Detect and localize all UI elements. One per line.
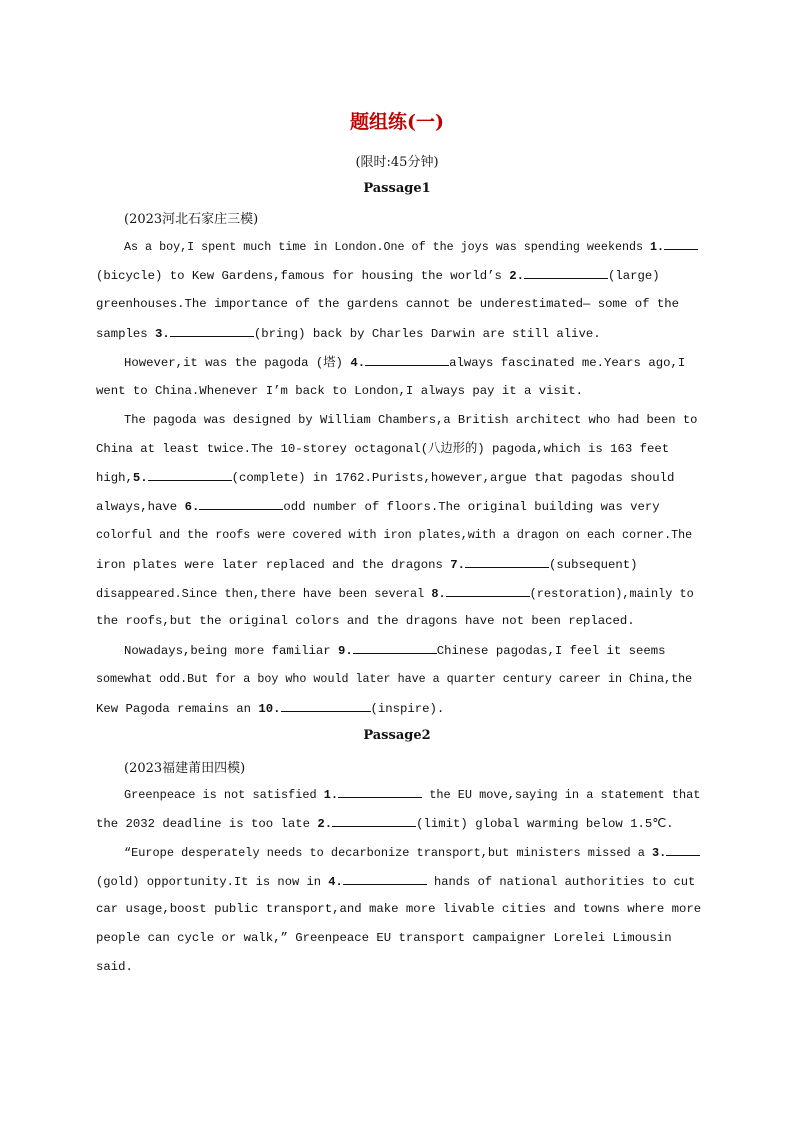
question-number: 2.	[509, 269, 525, 283]
answer-blank[interactable]	[332, 815, 416, 827]
text-line: The pagoda was designed by William Chambers,a British architect who had been to	[124, 413, 698, 427]
text-line: China at least twice.The 10-storey octagonal(八边形的) pagoda,which is 163 feet	[96, 442, 670, 456]
text-line: car usage,boost public transport,and make more livable cities and towns where more	[96, 902, 702, 916]
answer-blank[interactable]	[199, 498, 283, 510]
answer-blank[interactable]	[281, 700, 371, 712]
passage1-source: (2023河北石家庄三模)	[124, 212, 259, 227]
text-line: greenhouses.The importance of the gardens cannot be underestimated— some of the	[96, 297, 679, 311]
answer-blank[interactable]	[353, 642, 437, 654]
answer-blank[interactable]	[343, 873, 427, 885]
question-number: 3.	[155, 327, 170, 341]
text-line: However,it was the pagoda (塔) 4. always fascinated me.Years ago,I	[124, 356, 686, 370]
answer-blank[interactable]	[338, 786, 422, 798]
text-line: said.	[96, 960, 133, 974]
answer-blank[interactable]	[664, 238, 698, 250]
text-line: “Europe desperately needs to decarbonize transport,but ministers missed a 3.	[124, 844, 700, 861]
passage2-source: (2023福建莆田四模)	[124, 761, 246, 776]
question-number: 10.	[258, 702, 281, 716]
answer-blank[interactable]	[365, 354, 449, 366]
text-line: As a boy,I spent much time in London.One of the joys was spending weekends 1.	[124, 238, 700, 255]
time-limit: (限时:45分钟)	[355, 155, 439, 170]
text-line: high,5. (complete) in 1762.Purists,however,argue that pagodas should	[96, 471, 675, 485]
text-line: the 2032 deadline is too late 2. (limit) global warming below 1.5℃.	[96, 817, 674, 831]
text-line: samples 3. (bring) back by Charles Darwin are still alive.	[96, 327, 601, 341]
text-line: Kew Pagoda remains an 10. (inspire).	[96, 702, 445, 716]
text-line: colorful and the roofs were covered with iron plates,with a dragon on each corner.The	[96, 528, 693, 542]
question-number: 1.	[323, 788, 339, 802]
text-line: Nowadays,being more familiar 9. Chinese pagodas,I feel it seems	[124, 644, 666, 658]
question-number: 9.	[338, 644, 353, 658]
text-line: always,have 6. odd number of floors.The original building was very	[96, 500, 660, 514]
text-line: (bicycle) to Kew Gardens,famous for housing the world’s 2. (large)	[96, 269, 660, 283]
answer-blank[interactable]	[446, 585, 530, 597]
answer-blank[interactable]	[465, 556, 549, 568]
question-number: 2.	[317, 817, 333, 831]
text-line: went to China.Whenever I’m back to London,I always pay it a visit.	[96, 384, 584, 398]
text-line: iron plates were later replaced and the dragons 7. (subsequent)	[96, 558, 638, 572]
answer-blank[interactable]	[148, 469, 232, 481]
text-line: somewhat odd.But for a boy who would later have a quarter century career in China,the	[96, 672, 693, 686]
answer-blank[interactable]	[170, 325, 254, 337]
question-number: 3.	[652, 846, 667, 860]
text-line: Greenpeace is not satisfied 1. the EU move,saying in a statement that	[124, 788, 701, 802]
answer-blank[interactable]	[524, 267, 608, 279]
question-number: 1.	[650, 240, 665, 254]
question-number: 5.	[132, 471, 148, 485]
text-line: people can cycle or walk,” Greenpeace EU transport campaigner Lorelei Limousin	[96, 931, 672, 945]
text-line: disappeared.Since then,there have been several 8. (restoration),mainly to	[96, 587, 694, 601]
question-number: 7.	[450, 558, 465, 572]
page-title: 题组练(一)	[350, 111, 444, 133]
text-line: the roofs,but the original colors and the dragons have not been replaced.	[96, 614, 635, 628]
passage2-heading: Passage2	[363, 728, 431, 743]
question-number: 4.	[328, 875, 343, 889]
passage1-heading: Passage1	[363, 181, 431, 196]
question-number: 6.	[184, 500, 200, 514]
question-number: 4.	[350, 356, 366, 370]
text-line: (gold) opportunity.It is now in 4. hands of national authorities to cut	[96, 875, 696, 889]
answer-blank[interactable]	[666, 844, 700, 856]
question-number: 8.	[431, 587, 446, 601]
